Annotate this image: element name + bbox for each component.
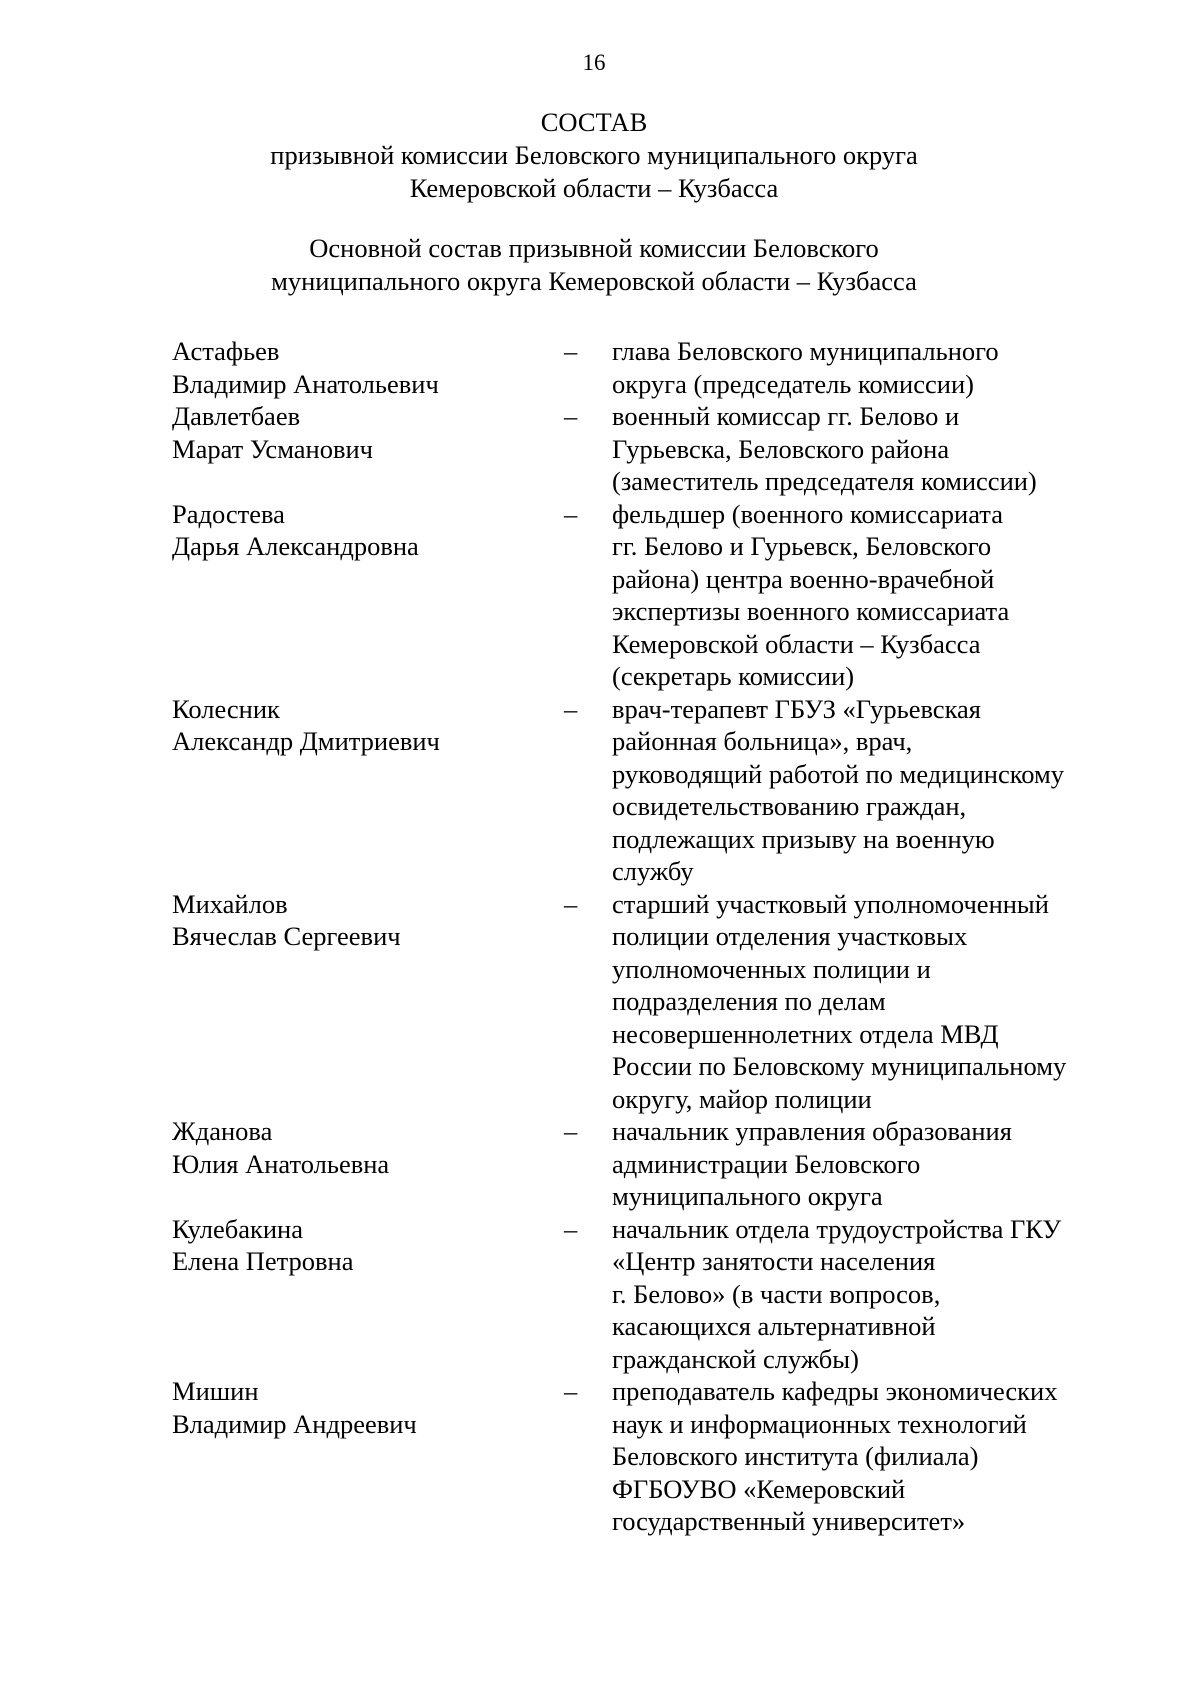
- member-given-names: Дарья Александровна: [172, 531, 419, 561]
- member-role-line: муниципального округа: [612, 1181, 883, 1211]
- member-given-names: Владимир Анатольевич: [172, 368, 439, 399]
- member-surname: Жданова: [172, 1116, 273, 1146]
- member-role-line: полиции отделения участковых: [612, 921, 968, 951]
- member-role: [612, 498, 1112, 693]
- member-name: [172, 888, 564, 1116]
- member-role-line: округу, майор полиции: [612, 1083, 872, 1114]
- member-surname: Михайлов: [172, 888, 288, 919]
- page-number: 16: [582, 50, 606, 75]
- section-heading-line: муниципального округа Кемеровской области – Кузбасса: [271, 265, 917, 296]
- member-role-line: преподаватель кафедры экономических: [612, 1376, 1058, 1406]
- member-role-line: военный комиссар гг. Белово и: [612, 401, 960, 431]
- member-surname: Кулебакина: [172, 1213, 303, 1244]
- member-given-names: Владимир Андреевич: [172, 1408, 417, 1439]
- member-row: [172, 888, 1112, 1116]
- title-heading: СОСТАВ: [540, 107, 648, 137]
- member-role-line: экспертизы военного комиссариата: [612, 596, 1010, 626]
- title-line: Кемеровской области – Кузбасса: [409, 173, 779, 203]
- member-role-line: уполномоченных полиции и: [612, 953, 931, 984]
- member-role-line: касающихся альтернативной: [612, 1311, 936, 1341]
- member-role-line: начальник отдела трудоустройства ГКУ: [612, 1213, 1062, 1244]
- member-given-names: Елена Петровна: [172, 1246, 354, 1276]
- dash-separator: –: [564, 1376, 578, 1406]
- member-surname: Астафьев: [172, 336, 280, 366]
- member-name: [172, 693, 564, 888]
- member-role-line: подлежащих призыву на военную: [612, 823, 995, 854]
- member-given-names: Марат Усманович: [172, 433, 374, 464]
- member-role-line: службу: [612, 856, 694, 886]
- member-role-line: (секретарь комиссии): [612, 661, 855, 691]
- member-role-line: фельдшер (военного комиссариата: [612, 498, 1003, 529]
- member-name: [172, 1213, 564, 1376]
- member-role-line: Кемеровской области – Кузбасса: [612, 628, 981, 659]
- member-role-line: подразделения по делам: [612, 986, 886, 1016]
- member-role-line: России по Беловскому муниципальному: [612, 1051, 1067, 1081]
- member-row: [172, 498, 1112, 693]
- member-row: [172, 1115, 1112, 1213]
- dash-separator: –: [564, 693, 578, 724]
- member-role-line: Беловского института (филиала): [612, 1441, 979, 1471]
- member-role: [612, 888, 1112, 1116]
- dash-separator: –: [564, 401, 578, 431]
- member-row: [172, 400, 1112, 498]
- member-surname: Давлетбаев: [172, 401, 301, 431]
- member-row: [172, 1213, 1112, 1376]
- dash-separator: –: [564, 888, 578, 919]
- member-role-line: «Центр занятости населения: [612, 1246, 936, 1276]
- member-role-line: руководящий работой по медицинскому: [612, 758, 1065, 789]
- title-line: призывной комиссии Беловского муниципального округа: [270, 140, 918, 170]
- member-role-line: старший участковый уполномоченный: [612, 888, 1049, 919]
- member-given-names: Юлия Анатольевна: [172, 1148, 390, 1179]
- section-heading-line: Основной состав призывной комиссии Беловского: [309, 233, 879, 263]
- member-name: [172, 1375, 564, 1538]
- dash-separator: –: [564, 1213, 578, 1244]
- member-role-line: Гурьевска, Беловского района: [612, 433, 950, 464]
- member-given-names: Вячеслав Сергеевич: [172, 921, 401, 951]
- member-role-line: гг. Белово и Гурьевск, Беловского: [612, 531, 992, 561]
- member-role-line: администрации Беловского: [612, 1148, 921, 1179]
- member-surname: Колесник: [172, 693, 280, 724]
- member-name: [172, 1115, 564, 1213]
- member-name: [172, 335, 564, 400]
- member-role-line: округа (председатель комиссии): [612, 368, 974, 399]
- member-role: [612, 400, 1112, 498]
- dash-separator: –: [564, 1116, 578, 1146]
- section-heading: [0, 232, 1188, 297]
- member-role-line: государственный университет»: [612, 1506, 966, 1536]
- member-role-line: района) центра военно-врачебной: [612, 563, 995, 594]
- member-row: [172, 1375, 1112, 1538]
- member-role-line: освидетельствованию граждан,: [612, 791, 967, 821]
- member-given-names: Александр Дмитриевич: [172, 726, 440, 756]
- dash-separator: –: [564, 336, 578, 366]
- member-role-line: г. Белово» (в части вопросов,: [612, 1278, 941, 1309]
- member-role-line: наук и информационных технологий: [612, 1408, 1027, 1439]
- member-role-line: глава Беловского муниципального: [612, 336, 999, 366]
- member-role-line: несовершеннолетних отдела МВД: [612, 1018, 999, 1049]
- member-role: [612, 693, 1112, 888]
- member-role-line: врач-терапевт ГБУЗ «Гурьевская: [612, 693, 981, 724]
- member-name: [172, 498, 564, 693]
- member-role: [612, 1115, 1112, 1213]
- dash-separator: –: [564, 498, 578, 529]
- member-name: [172, 400, 564, 498]
- document-title: [0, 106, 1188, 205]
- member-surname: Мишин: [172, 1376, 259, 1406]
- member-role-line: начальник управления образования: [612, 1116, 1012, 1146]
- members-list: [172, 335, 1112, 1538]
- member-role: [612, 335, 1112, 400]
- member-row: [172, 335, 1112, 400]
- member-role: [612, 1375, 1112, 1538]
- member-role: [612, 1213, 1112, 1376]
- member-row: [172, 693, 1112, 888]
- member-role-line: ФГБОУВО «Кемеровский: [612, 1473, 906, 1504]
- member-role-line: (заместитель председателя комиссии): [612, 466, 1037, 496]
- member-role-line: гражданской службы): [612, 1343, 859, 1374]
- member-surname: Радостева: [172, 498, 285, 529]
- member-role-line: районная больница», врач,: [612, 726, 913, 756]
